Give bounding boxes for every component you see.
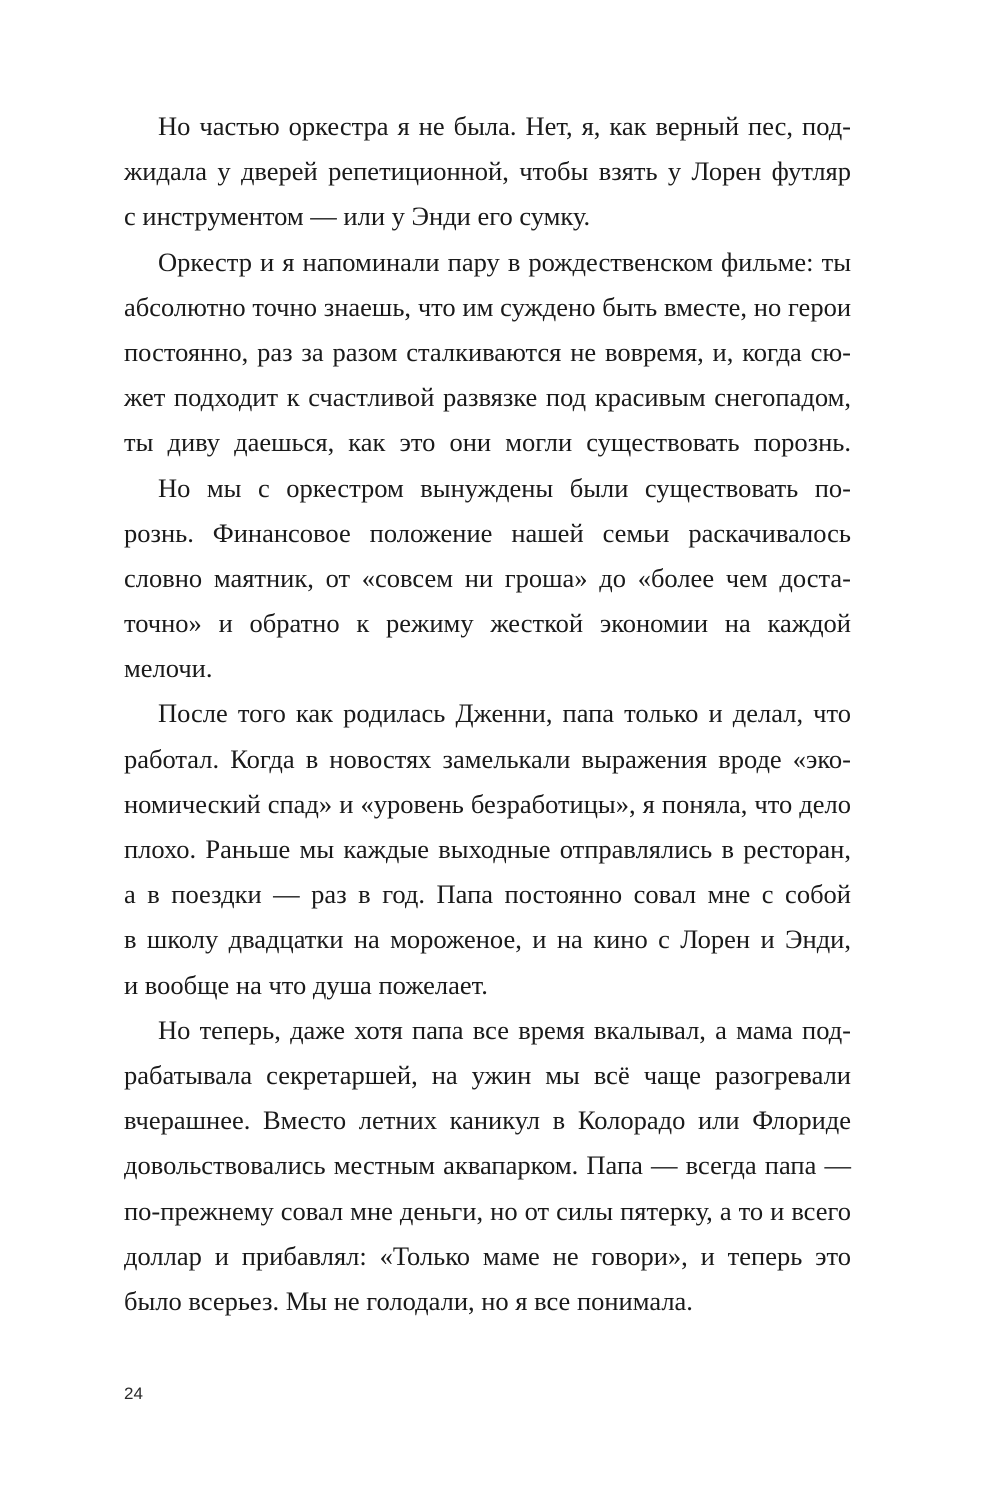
text-line: довольствовались местным аквапарком. Папа — всегда папа — [124,1150,851,1181]
page-number: 24 [124,1384,143,1403]
text-line: абсолютно точно знаешь, что им суждено быть вместе, но герои [124,291,851,322]
text-line: с инструментом — или у Энди его сумку. [124,201,591,232]
paragraph [124,240,851,466]
paragraph [124,466,851,692]
paragraph [124,1008,851,1324]
text-line: рознь. Финансовое положение нашей семьи раскачивалось [124,517,851,548]
text-line: было всерьез. Мы не голодали, но я все понимала. [124,1285,693,1316]
text-line: вчерашнее. Вместо летних каникул в Колорадо или Флориде [124,1105,851,1136]
text-line: жидала у дверей репетиционной, чтобы взять у Лорен футляр [124,156,851,187]
text-line: в школу двадцатки на мороженое, и на кино с Лорен и Энди, [124,924,851,955]
text-line: Оркестр и я напоминали пару в рождественском фильме: ты [158,246,851,277]
text-line: словно маятник, от «совсем ни гроша» до «более чем доста- [124,562,851,593]
text-line: жет подходит к счастливой развязке под красивым снегопадом, [124,382,851,413]
text-line: Но теперь, даже хотя папа все время вкалывал, а мама под- [158,1014,851,1045]
paragraph [124,691,851,1007]
text-line: а в поездки — раз в год. Папа постоянно совал мне с собой [124,879,851,910]
text-line: Но мы с оркестром вынуждены были существовать по- [158,472,851,503]
text-line: по-прежнему совал мне деньги, но от силы пятерку, а то и всего [124,1195,851,1226]
text-line: рабатывала секретаршей, на ужин мы всё чаще разогревали [124,1059,851,1090]
text-line: ты диву даешься, как это они могли существовать порознь. [124,427,851,458]
text-line: постоянно, раз за разом сталкиваются не вовремя, и, когда сю- [124,336,851,367]
text-line: плохо. Раньше мы каждые выходные отправлялись в ресторан, [124,834,851,864]
text-line: номический спад» и «уровень безработицы», я поняла, что дело [124,788,851,819]
text-line: После того как родилась Дженни, папа только и делал, что [158,698,851,729]
text-line: и вообще на что душа пожелает. [124,969,488,1000]
paragraph [124,104,851,240]
text-line: точно» и обратно к режиму жесткой экономии на каждой [124,608,851,639]
text-line: доллар и прибавлял: «Только маме не говори», и теперь это [124,1240,851,1271]
text-line: работал. Когда в новостях замелькали выражения вроде «эко- [124,743,851,774]
body-text [124,104,851,1324]
text-line: мелочи. [124,653,213,684]
text-line: Но частью оркестра я не была. Нет, я, как верный пес, под- [158,111,851,141]
